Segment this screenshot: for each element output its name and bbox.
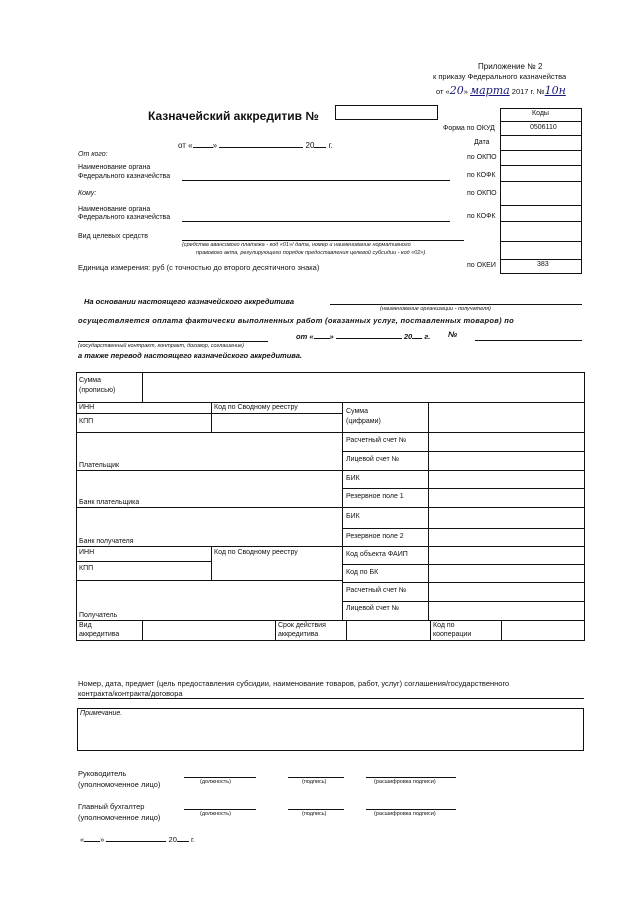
svod2-label: Код по Сводному реестру [214, 549, 298, 556]
svod-label: Код по Сводному реестру [214, 404, 298, 411]
appendix-mid: » [463, 87, 468, 96]
head-label2: (уполномоченное лицо) [78, 780, 161, 789]
signature-caption1: (подпись) [302, 779, 327, 785]
okud-value: 0506110 [530, 124, 557, 131]
position-caption1: (должность) [200, 779, 231, 785]
purpose-line2: контракта/контракта/договора [78, 689, 183, 698]
recipient-label: Получатель [79, 612, 118, 619]
basis-number-sign: № [448, 330, 458, 339]
accr-type-label1: Вид [79, 622, 92, 629]
basis-line2: осуществляется оплата фактически выполненных работ (оказанных услуг, поставленных товаров) по [78, 316, 515, 325]
purpose-line1: Номер, дата, предмет (цель предоставления субсидии, наименование товаров, работ, услуг) соглашения/государственного [78, 679, 510, 688]
account2-label: Расчетный счет № [346, 587, 407, 594]
appendix-year: 2017 г. № [511, 87, 545, 96]
coop-label2: кооперации [433, 631, 472, 638]
date-label: Дата [474, 139, 490, 146]
org2-line2: Федерального казначейства [78, 214, 171, 221]
bik1-label: БИК [346, 475, 360, 482]
recipient-note: (наименование организации - получателя) [380, 306, 491, 312]
signature-caption2: (подпись) [302, 811, 327, 817]
funds-note1: (средства авансового платежа - код «01»/ дата, номер и наименование нормативного [182, 242, 411, 248]
position-caption2: (должность) [200, 811, 231, 817]
appendix-number: 10н [544, 84, 566, 97]
term-label1: Срок действия [278, 622, 326, 629]
term-label2: аккредитива [278, 631, 319, 638]
recipient-bank-label: Банк получателя [79, 538, 134, 545]
personal-account2-label: Лицевой счет № [346, 605, 400, 612]
sum-digits-label2: (цифрами) [346, 418, 381, 425]
okei-value: 383 [537, 261, 549, 268]
codes-header: Коды [532, 110, 549, 117]
payer-label: Плательщик [79, 462, 120, 469]
appendix-from: от « [436, 87, 450, 96]
accountant-label2: (уполномоченное лицо) [78, 813, 161, 822]
reserve1-label: Резервное поле 1 [346, 493, 404, 500]
payer-bank-label: Банк плательщика [79, 499, 140, 506]
page-title: Казначейский аккредитив № [148, 109, 319, 123]
funds-label: Вид целевых средств [78, 233, 149, 240]
org1-line1: Наименование органа [78, 164, 151, 171]
appendix-day: 20 [449, 84, 464, 97]
bottom-date: « » 20 г. [80, 835, 195, 844]
date-line: от « » 20 г. [178, 141, 333, 150]
accr-type-label2: аккредитива [79, 631, 120, 638]
kpp-label: КПП [79, 418, 94, 425]
kofk1-label: по КОФК [467, 172, 496, 179]
inn2-label: ИНН [79, 549, 95, 556]
org1-line2: Федерального казначейства [78, 173, 171, 180]
okpo1-label: по ОКПО [467, 154, 497, 161]
head-label1: Руководитель [78, 769, 127, 778]
kpp2-label: КПП [79, 565, 94, 572]
account-label: Расчетный счет № [346, 437, 407, 444]
bik2-label: БИК [346, 513, 360, 520]
basis-line1: На основании настоящего казначейского аккредитива [84, 297, 294, 306]
from-label: От кого: [78, 151, 108, 158]
personal-account-label: Лицевой счет № [346, 456, 400, 463]
appendix-line2: к приказу Федерального казначейства [433, 72, 567, 81]
org2-line1: Наименование органа [78, 206, 151, 213]
accountant-label1: Главный бухгалтер [78, 802, 145, 811]
okpo2-label: по ОКПО [467, 190, 497, 197]
decode-caption2: (расшифровка подписи) [374, 811, 436, 817]
contract-note: (государственный контракт, контракт, договор, соглашение) [78, 343, 245, 349]
unit-label: Единица измерения: руб (с точностью до второго десятичного знака) [78, 263, 320, 272]
okei-label: по ОКЕИ [467, 262, 496, 269]
reserve2-label: Резервное поле 2 [346, 533, 404, 540]
note-box[interactable] [77, 708, 584, 751]
bk-label: Код по БК [346, 569, 379, 576]
sum-words-label: Сумма [79, 377, 101, 384]
inn-label: ИНН [79, 404, 95, 411]
decode-caption1: (расшифровка подписи) [374, 779, 436, 785]
kofk2-label: по КОФК [467, 213, 496, 220]
faip-label: Код объекта ФАИП [346, 551, 408, 558]
basis-date: от « » 20 г. [296, 332, 431, 341]
sum-digits-label: Сумма [346, 408, 368, 415]
okud-label: Форма по ОКУД [443, 125, 495, 132]
basis-line3: а также перевод настоящего казначейского аккредитива. [78, 351, 302, 360]
appendix-month: марта [469, 84, 510, 97]
appendix-line1: Приложение № 2 [478, 62, 543, 71]
funds-note2: правового акта, регулирующего порядок предоставления целевой субсидии - код «02») [196, 250, 426, 256]
coop-label1: Код по [433, 622, 455, 629]
to-label: Кому: [78, 190, 97, 197]
sum-words-label2: (прописью) [79, 387, 116, 394]
note-label: Примечание. [80, 710, 123, 717]
